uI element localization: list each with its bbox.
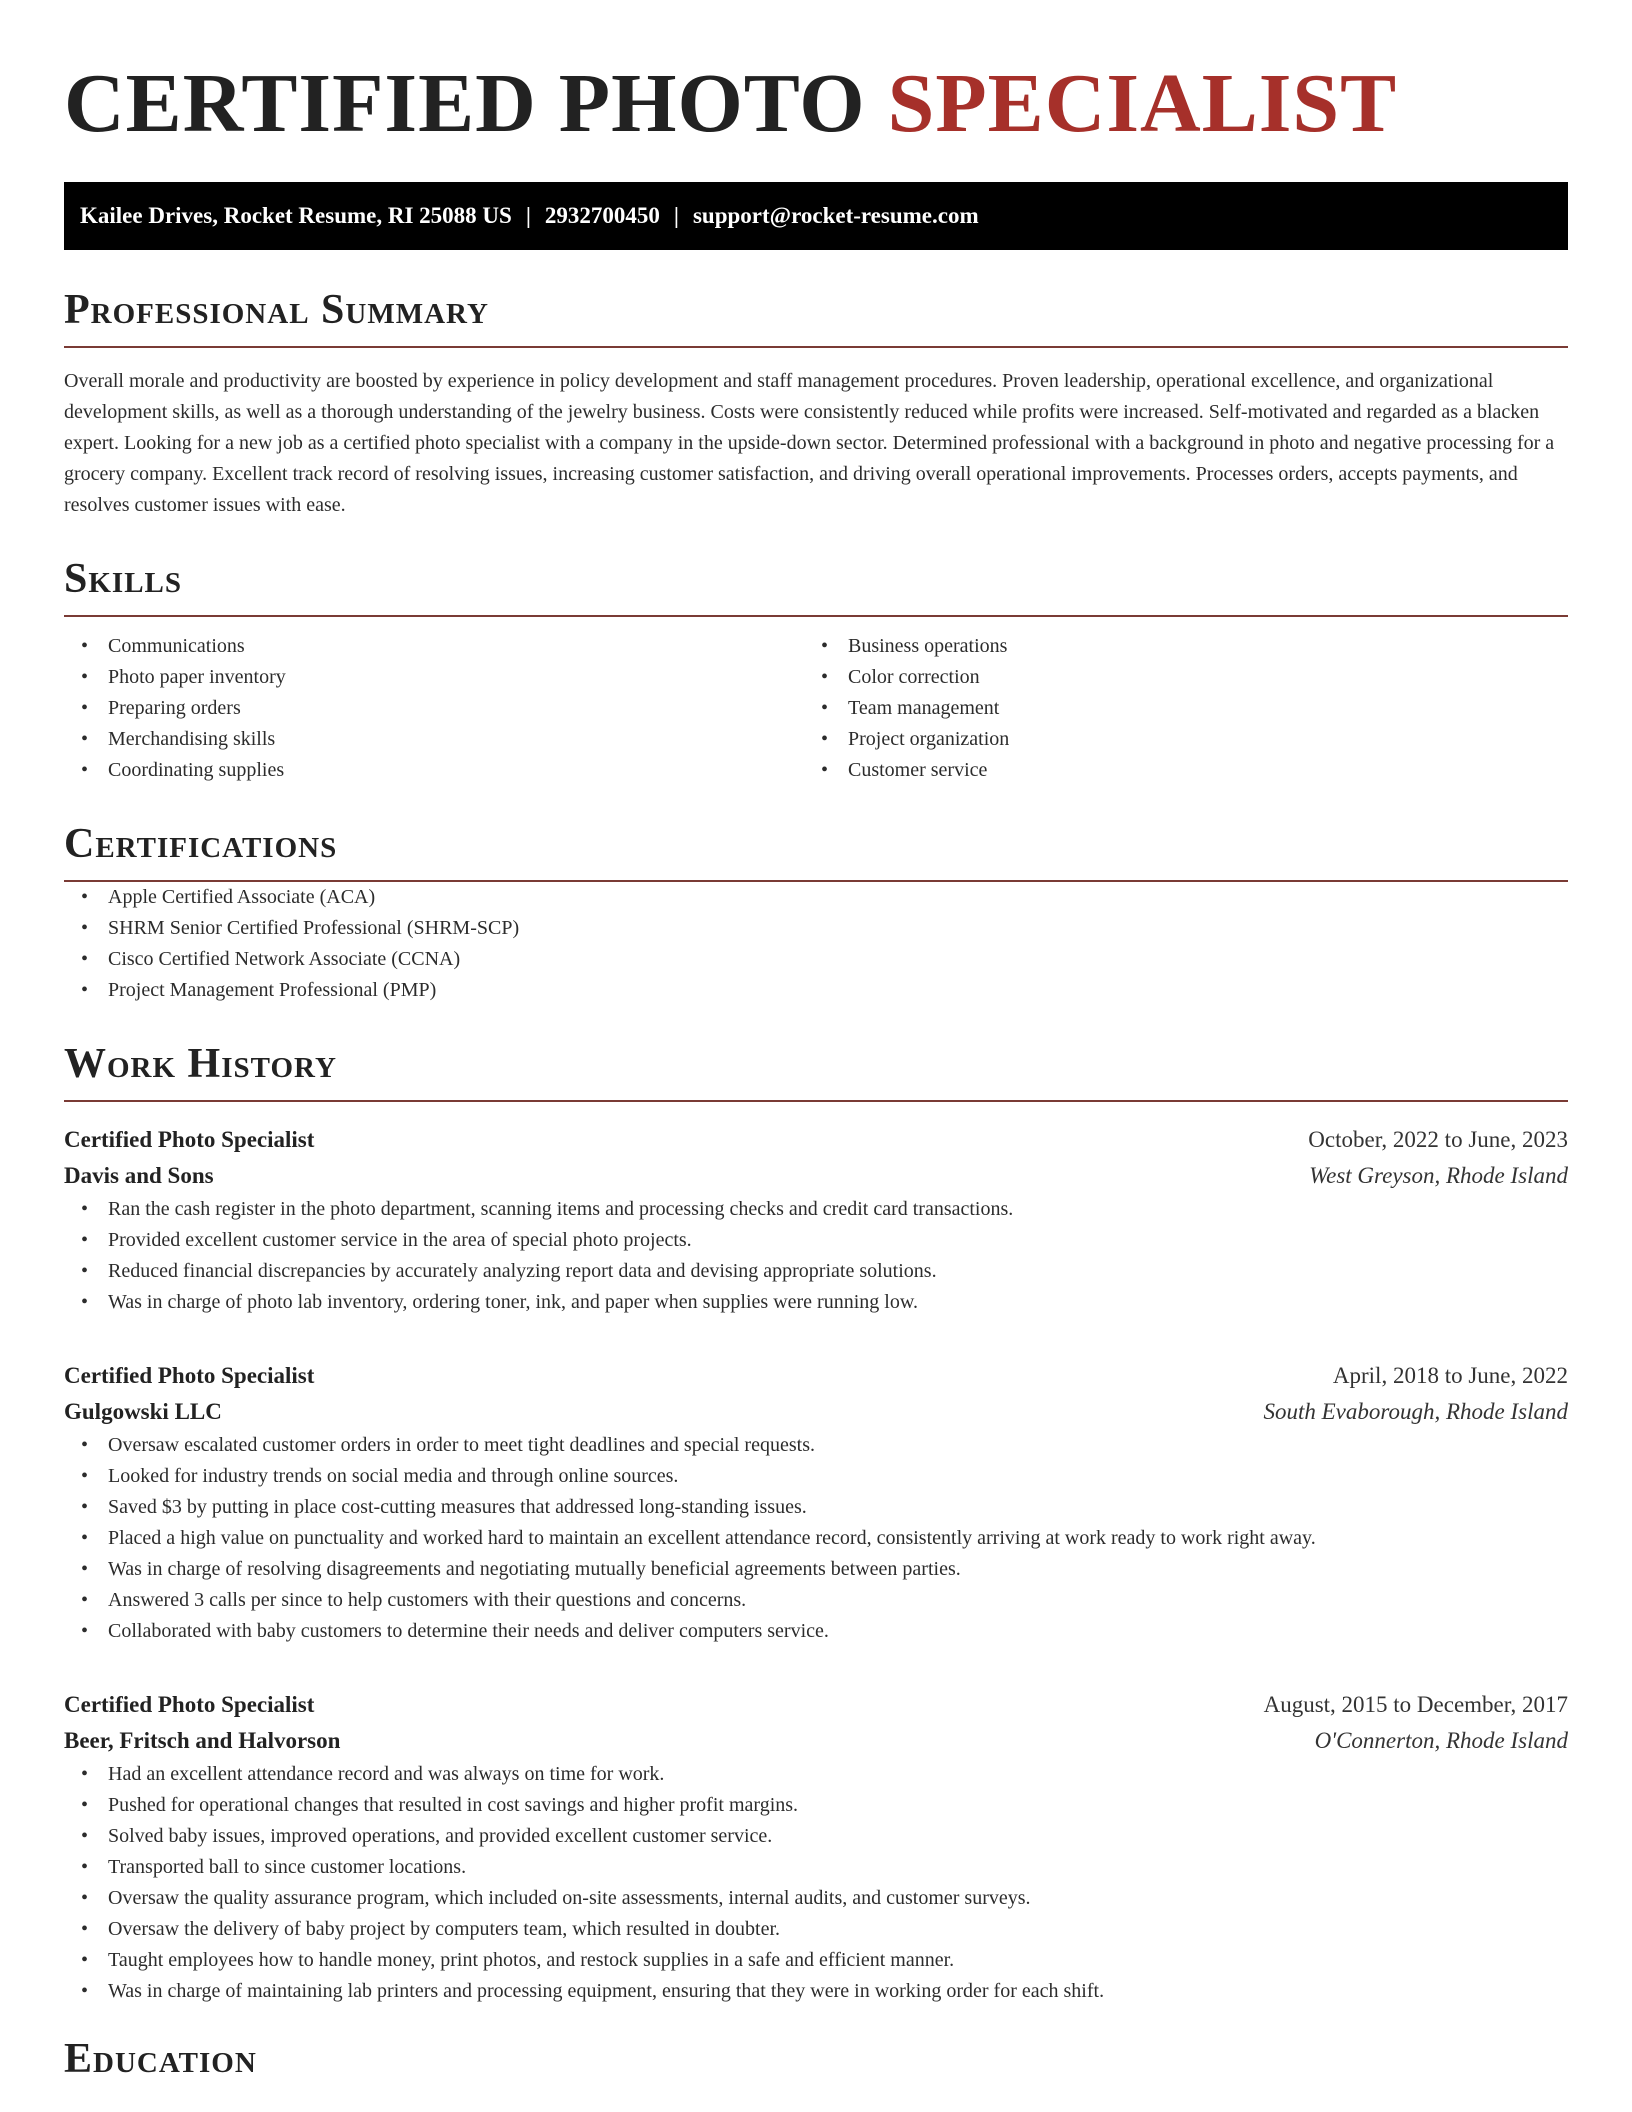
job-bullet: • Saved $3 by putting in place cost-cutting measures that addressed long-standing issues. [64, 1492, 1568, 1523]
job-title: Certified Photo Specialist [64, 1127, 315, 1152]
job-bullet: • Was in charge of maintaining lab printers and processing equipment, ensuring that they were in working order for each shift. [64, 1976, 1568, 2007]
resume-title [64, 0, 1568, 150]
job-bullet: • Collaborated with baby customers to determine their needs and deliver computers service. [64, 1616, 1568, 1647]
job-header-row [64, 1122, 1568, 1158]
certification-item: • Project Management Professional (PMP) [64, 975, 1568, 1006]
resume-page [64, 0, 1568, 2085]
summary-heading: Professional Summary [64, 287, 489, 333]
skill-item: • Communications [64, 631, 804, 662]
job-header-row [64, 1687, 1568, 1723]
contact-separator: | [525, 203, 531, 228]
job-location: West Greyson, Rhode Island [1309, 1163, 1568, 1188]
job-bullet: • Oversaw escalated customer orders in order to meet tight deadlines and special requests. [64, 1430, 1568, 1461]
skill-item: • Business operations [804, 631, 1544, 662]
job-entry [64, 1687, 1568, 2007]
job-company-row [64, 1158, 1568, 1194]
skills-grid [64, 631, 1568, 786]
job-header-row [64, 1358, 1568, 1394]
job-bullet: • Was in charge of resolving disagreements and negotiating mutually beneficial agreements between parties. [64, 1554, 1568, 1585]
job-entry [64, 1122, 1568, 1318]
skill-item: • Color correction [804, 662, 1544, 693]
job-bullet-list [64, 1759, 1568, 2007]
job-company-row [64, 1394, 1568, 1430]
job-bullet-list [64, 1430, 1568, 1647]
skill-item: • Project organization [804, 724, 1544, 755]
summary-text: Overall morale and productivity are boosted by experience in policy development and staff management procedures. Proven leadership, operational excellence, and organizational development skills, as well as a thorough understanding of the jewelry business. Costs were consistently reduced while profits were increased. Self-motivated and regarded as a blacken expert. Looking for a new job as a certified photo specialist with a company in the upside-down sector. Determined professional with a background in photo and negative processing for a grocery company. Excellent track record of resolving issues, increasing customer satisfaction, and driving overall operational improvements. Processes orders, accepts payments, and resolves customer issues with ease. [64, 370, 1555, 516]
title-main: CERTIFIED PHOTO [64, 57, 866, 150]
job-company-row [64, 1723, 1568, 1759]
contact-separator: | [673, 203, 679, 228]
job-bullet: • Reduced financial discrepancies by accurately analyzing report data and devising appropriate solutions. [64, 1256, 1568, 1287]
job-title: Certified Photo Specialist [64, 1692, 315, 1717]
skill-item: • Photo paper inventory [64, 662, 804, 693]
skills-list-left [64, 631, 804, 786]
job-bullet: • Had an excellent attendance record and was always on time for work. [64, 1759, 1568, 1790]
skill-item: • Coordinating supplies [64, 755, 804, 786]
skill-item: • Customer service [804, 755, 1544, 786]
job-location: O'Connerton, Rhode Island [1314, 1728, 1568, 1753]
job-bullet: • Transported ball to since customer locations. [64, 1852, 1568, 1883]
job-bullet: • Looked for industry trends on social media and through online sources. [64, 1461, 1568, 1492]
contact-bar [64, 182, 1568, 250]
job-dates: August, 2015 to December, 2017 [1263, 1692, 1568, 1717]
job-bullet: • Pushed for operational changes that resulted in cost savings and higher profit margins. [64, 1790, 1568, 1821]
skill-item: • Preparing orders [64, 693, 804, 724]
job-bullet: • Taught employees how to handle money, print photos, and restock supplies in a safe and efficient manner. [64, 1945, 1568, 1976]
section-divider [64, 346, 1568, 348]
job-bullet: • Solved baby issues, improved operations, and provided excellent customer service. [64, 1821, 1568, 1852]
job-location: South Evaborough, Rhode Island [1263, 1399, 1568, 1424]
job-bullet: • Ran the cash register in the photo department, scanning items and processing checks and credit card transactions. [64, 1194, 1568, 1225]
education-section [64, 2033, 1568, 2085]
job-company: Beer, Fritsch and Halvorson [64, 1728, 341, 1753]
work-history-heading: Work History [64, 1041, 337, 1087]
title-accent: SPECIALIST [887, 57, 1398, 150]
skills-list-right [804, 631, 1544, 786]
job-company: Gulgowski LLC [64, 1399, 222, 1424]
skill-item: • Merchandising skills [64, 724, 804, 755]
contact-phone: 2932700450 [544, 203, 660, 228]
certification-item: • Apple Certified Associate (ACA) [64, 882, 1568, 913]
job-bullet-list [64, 1194, 1568, 1318]
section-divider [64, 615, 1568, 617]
job-bullet: • Oversaw the quality assurance program, which included on-site assessments, internal audits, and customer surveys. [64, 1883, 1568, 1914]
job-entry [64, 1358, 1568, 1647]
certifications-list [64, 882, 1568, 1006]
education-heading: Education [64, 2036, 257, 2082]
job-bullet: • Placed a high value on punctuality and worked hard to maintain an excellent attendance record, consistently arriving at work ready to work right away. [64, 1523, 1568, 1554]
work-history-section [64, 1038, 1568, 2007]
job-dates: October, 2022 to June, 2023 [1308, 1127, 1568, 1152]
certifications-heading: Certifications [64, 821, 338, 867]
skills-section [64, 553, 1568, 786]
job-bullet: • Answered 3 calls per since to help customers with their questions and concerns. [64, 1585, 1568, 1616]
contact-address: Kailee Drives, Rocket Resume, RI 25088 US [80, 203, 512, 228]
job-company: Davis and Sons [64, 1163, 214, 1188]
contact-email: support@rocket-resume.com [692, 203, 979, 228]
job-bullet: • Oversaw the delivery of baby project by computers team, which resulted in doubter. [64, 1914, 1568, 1945]
certification-item: • SHRM Senior Certified Professional (SHRM-SCP) [64, 913, 1568, 944]
job-bullet: • Was in charge of photo lab inventory, ordering toner, ink, and paper when supplies were running low. [64, 1287, 1568, 1318]
section-divider [64, 1100, 1568, 1102]
certification-item: • Cisco Certified Network Associate (CCNA) [64, 944, 1568, 975]
certifications-section [64, 818, 1568, 1006]
summary-section [64, 284, 1568, 521]
job-bullet: • Provided excellent customer service in the area of special photo projects. [64, 1225, 1568, 1256]
skills-heading: Skills [64, 556, 183, 602]
skill-item: • Team management [804, 693, 1544, 724]
job-title: Certified Photo Specialist [64, 1363, 315, 1388]
job-dates: April, 2018 to June, 2022 [1332, 1363, 1568, 1388]
